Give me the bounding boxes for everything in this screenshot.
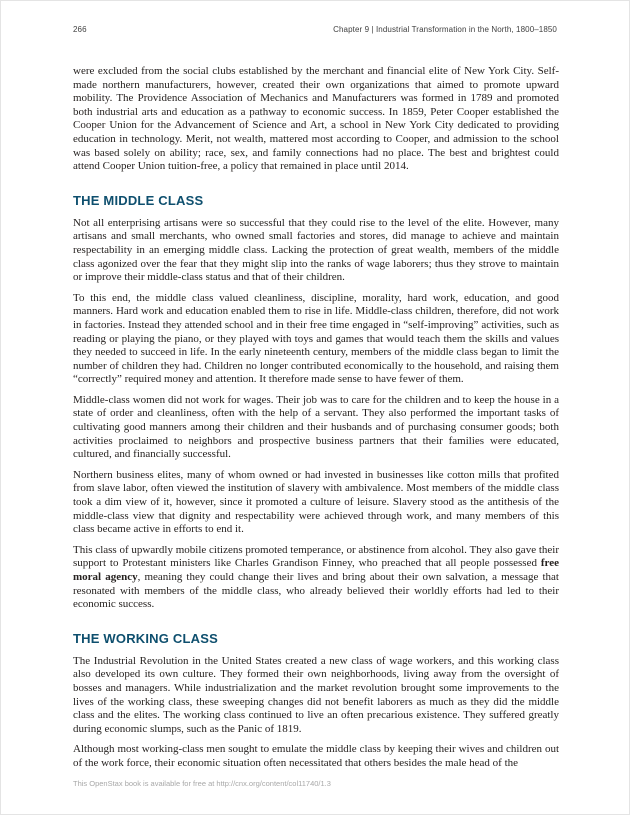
paragraph-middle-5-before: This class of upwardly mobile citizens promoted temperance, or abstinence from alcohol. They also gave their support to Protestant ministers like Charles Grandison Finney, who preached that all people possessed xyxy=(73,543,559,570)
paragraph-middle-3: Middle-class women did not work for wages. Their job was to care for the children and to keep the house in a state of order and cleanliness, often with the help of a servant. They also performed the important tasks of cultivating good manners among their children and their husbands and of purchasing consumer goods; both activities proclaimed to neighbors and prospective business partners that their families were educated, cultured, and financially successful. xyxy=(73,393,559,461)
page-content xyxy=(73,65,559,778)
paragraph-middle-4: Northern business elites, many of whom owned or had invested in businesses like cotton mills that profited from slave labor, often viewed the institution of slavery with ambivalence. Most members of the middle class took a dim view of it, however, since it promoted a culture of leisure. Slavery stood as the antithesis of the middle-class view that dignity and respectability were achieved through work, and many members of this class became active in efforts to end it. xyxy=(73,468,559,536)
paragraph-intro: were excluded from the social clubs established by the merchant and financial elite of New York City. Self-made northern manufacturers, however, created their own organizations that aimed to promote upward mobility. The Providence Association of Mechanics and Manufacturers was formed in 1789 and promoted both industrial arts and education as a pathway to economic success. In 1859, Peter Cooper established the Cooper Union for the Advancement of Science and Art, a school in New York City dedicated to providing education in technology. Merit, not wealth, mattered most according to Cooper, and admission to the school was based solely on ability; race, sex, and family connections had no place. The best and brightest could attend Cooper Union tuition-free, a policy that remained in place until 2014. xyxy=(73,65,559,173)
paragraph-working-1: The Industrial Revolution in the United States created a new class of wage workers, and this working class also developed its own culture. They formed their own neighborhoods, living away from the oversight of bosses and managers. While industrialization and the market revolution brought some improvements to the lives of the working class, these sweeping changes did not benefit laborers as much as they did the middle class and the elites. The working class continued to live an often precarious existence. They suffered greatly during economic slumps, such as the Panic of 1819. xyxy=(73,654,559,735)
paragraph-middle-1: Not all enterprising artisans were so successful that they could rise to the level of the elite. However, many artisans and small merchants, who owned small factories and stores, did manage to achieve and maintain respectability in an emerging middle class. Lacking the protection of great wealth, members of the middle class agonized over the fear that they might slip into the ranks of wage laborers; thus they strove to maintain or improve their middle-class status and that of their children. xyxy=(73,216,559,284)
footer-note: This OpenStax book is available for free at http://cnx.org/content/col11740/1.3 xyxy=(73,779,331,788)
paragraph-middle-2: To this end, the middle class valued cleanliness, discipline, morality, hard work, education, and good manners. Hard work and education enabled them to rise in life. Middle-class children, therefore, did not work in factories. Instead they attended school and in their free time engaged in “self-improving” activities, such as reading or playing the piano, or they played with toys and games that would teach them the skills and values they needed to succeed in life. In the early nineteenth century, members of the middle class began to limit the number of children they had. Children no longer contributed economically to the household, and raising them “correctly” required money and attention. It therefore made sense to have fewer of them. xyxy=(73,291,559,386)
paragraph-middle-5 xyxy=(73,544,559,612)
page-number: 266 xyxy=(73,25,87,34)
page-header xyxy=(73,25,557,34)
chapter-title: Chapter 9 | Industrial Transformation in the North, 1800–1850 xyxy=(333,25,557,34)
section-heading-middle-class: THE MIDDLE CLASS xyxy=(73,192,204,208)
paragraph-working-2: Although most working-class men sought to emulate the middle class by keeping their wives and children out of the work force, their economic situation often necessitated that others besides the male head of the xyxy=(73,743,559,769)
paragraph-middle-5-after: , meaning they could change their lives and bring about their own salvation, a message that resonated with members of the middle class, who already believed their worldly efforts had led to their economic success. xyxy=(73,571,559,611)
bold-term-free-moral-agency: free moral agency xyxy=(73,557,559,583)
section-heading-working-class: THE WORKING CLASS xyxy=(73,630,218,646)
